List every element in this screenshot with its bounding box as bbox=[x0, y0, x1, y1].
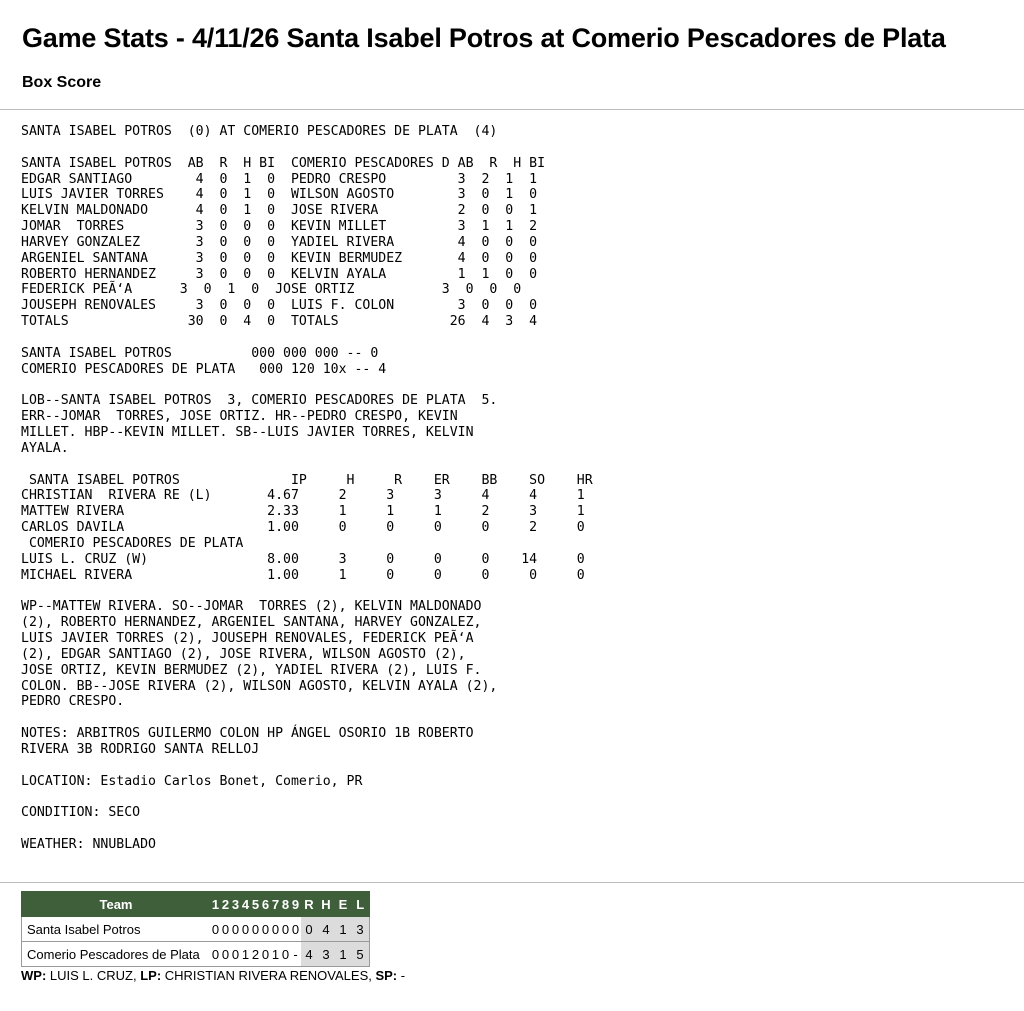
errors-total: 1 bbox=[335, 942, 352, 967]
table-row bbox=[22, 917, 370, 942]
inning-header: 1 bbox=[211, 892, 221, 917]
box-score-text: SANTA ISABEL POTROS (0) AT COMERIO PESCADORES DE PLATA (4) SANTA ISABEL POTROS AB R H BI COMERIO PESCADORES D AB R H BI EDGAR SANTIAGO 4 0 1 0 PEDRO CRESPO 3 2 1 1 LUIS JAVIER TORRES 4 0 1 0 WILSON AGOSTO 3 0 1 0 KELVIN MALDONADO 4 0 1 0 JOSE RIVERA 2 0 0 1 JOMAR TORRES 3 0 0 0 KEVIN MILLET 3 1 1 2 HARVEY GONZALEZ 3 0 0 0 YADIEL RIVERA 4 0 0 0 ARGENIEL SANTANA 3 0 0 0 KEVIN BERMUDEZ 4 0 0 0 ROBERTO HERNANDEZ 3 0 0 0 KELVIN AYALA 1 1 0 0 FEDERICK PEÃ‘A 3 0 1 0 JOSE ORTIZ 3 0 0 0 JOUSEPH RENOVALES 3 0 0 0 LUIS F. COLON 3 0 0 0 TOTALS 30 0 4 0 TOTALS 26 4 3 4 SANTA ISABEL POTROS 000 000 000 -- 0 COMERIO PESCADORES DE PLATA 000 120 10x -- 4 LOB--SANTA ISABEL POTROS 3, COMERIO PESCADORES DE PLATA 5. ERR--JOMAR TORRES, JOSE ORTIZ. HR--PEDRO CRESPO, KEVIN MILLET. HBP--KEVIN MILLET. SB--LUIS JAVIER TORRES, KELVIN AYALA. SANTA ISABEL POTROS IP H R ER BB SO HR CHRISTIAN RIVERA RE (L) 4.67 2 3 3 4 4 1 MATTEW RIVERA 2.33 1 1 1 2 3 1 CARLOS DAVILA 1.00 0 0 0 0 2 0 COMERIO PESCADORES DE PLATA LUIS L. CRUZ (W) 8.00 3 0 0 0 14 0 MICHAEL RIVERA 1.00 1 0 0 0 0 0 WP--MATTEW RIVERA. SO--JOMAR TORRES (2), KELVIN MALDONADO (2), ROBERTO HERNANDEZ, ARGENIEL SANTANA, HARVEY GONZALEZ, LUIS JAVIER TORRES (2), JOUSEPH RENOVALES, FEDERICK PEÃ‘A (2), EDGAR SANTIAGO (2), JOSE RIVERA, WILSON AGOSTO (2), JOSE ORTIZ, KEVIN BERMUDEZ (2), YADIEL RIVERA (2), LUIS F. COLON. BB--JOSE RIVERA (2), WILSON AGOSTO, KELVIN AYALA (2), PEDRO CRESPO. NOTES: ARBITROS GUILERMO COLON HP ÁNGEL OSORIO 1B ROBERTO RIVERA 3B RODRIGO SANTA RELLOJ LOCATION: Estadio Carlos Bonet, Comerio, PR CONDITION: SECO WEATHER: NNUBLADO bbox=[21, 124, 593, 852]
inning-header: 4 bbox=[241, 892, 251, 917]
line-score-header-row bbox=[22, 892, 370, 917]
inning-header: 9 bbox=[291, 892, 301, 917]
table-row bbox=[22, 942, 370, 967]
lob-total: 5 bbox=[352, 942, 370, 967]
inning-header: 8 bbox=[281, 892, 291, 917]
team-column-header: Team bbox=[22, 892, 211, 917]
inning-score: 0 bbox=[241, 917, 251, 942]
inning-score: - bbox=[291, 942, 301, 967]
lob-total: 3 bbox=[352, 917, 370, 942]
runs-total: 4 bbox=[301, 942, 318, 967]
sp-label: SP: bbox=[375, 968, 398, 983]
inning-score: 0 bbox=[211, 917, 221, 942]
wp-value: LUIS L. CRUZ, bbox=[46, 968, 141, 983]
inning-header: 5 bbox=[251, 892, 261, 917]
inning-score: 0 bbox=[231, 942, 241, 967]
inning-score: 0 bbox=[231, 917, 241, 942]
inning-score: 0 bbox=[261, 917, 271, 942]
lp-value: CHRISTIAN RIVERA RENOVALES, bbox=[161, 968, 376, 983]
bottom-divider bbox=[0, 882, 1024, 883]
runs-header: R bbox=[301, 892, 318, 917]
inning-score: 0 bbox=[221, 917, 231, 942]
hits-total: 4 bbox=[318, 917, 335, 942]
inning-score: 1 bbox=[241, 942, 251, 967]
inning-score: 0 bbox=[221, 942, 231, 967]
inning-header: 6 bbox=[261, 892, 271, 917]
team-name-cell: Santa Isabel Potros bbox=[22, 917, 211, 942]
inning-score: 1 bbox=[271, 942, 281, 967]
box-score-heading: Box Score bbox=[22, 74, 102, 91]
inning-score: 0 bbox=[281, 942, 291, 967]
inning-score: 0 bbox=[261, 942, 271, 967]
top-divider bbox=[0, 109, 1024, 110]
wp-label: WP: bbox=[21, 968, 47, 983]
runs-total: 0 bbox=[301, 917, 318, 942]
decision-pitchers bbox=[21, 968, 405, 984]
inning-score: 0 bbox=[281, 917, 291, 942]
inning-score: 0 bbox=[291, 917, 301, 942]
inning-header: 7 bbox=[271, 892, 281, 917]
inning-score: 0 bbox=[271, 917, 281, 942]
inning-score: 2 bbox=[251, 942, 261, 967]
errors-header: E bbox=[335, 892, 352, 917]
inning-score: 0 bbox=[251, 917, 261, 942]
line-score-table bbox=[21, 891, 370, 967]
hits-total: 3 bbox=[318, 942, 335, 967]
errors-total: 1 bbox=[335, 917, 352, 942]
inning-header: 3 bbox=[231, 892, 241, 917]
inning-score: 0 bbox=[211, 942, 221, 967]
sp-value: - bbox=[397, 968, 406, 983]
inning-header: 2 bbox=[221, 892, 231, 917]
lob-header: L bbox=[352, 892, 370, 917]
hits-header: H bbox=[318, 892, 335, 917]
lp-label: LP: bbox=[140, 968, 162, 983]
team-name-cell: Comerio Pescadores de Plata bbox=[22, 942, 211, 967]
page-title: Game Stats - 4/11/26 Santa Isabel Potros at Comerio Pescadores de Plata bbox=[22, 23, 946, 53]
